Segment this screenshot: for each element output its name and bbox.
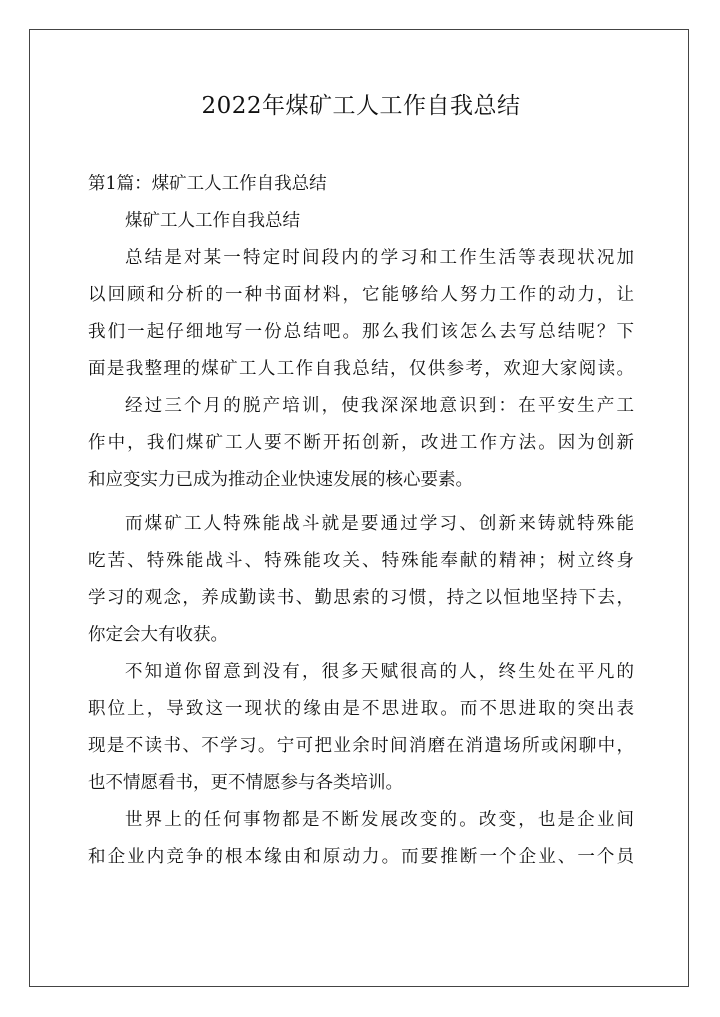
section-heading: 第1篇：煤矿工人工作自我总结: [88, 174, 327, 194]
paragraph-5-line-1: 世界上的任何事物都是不断发展改变的。改变，也是企业间: [125, 810, 634, 830]
paragraph-1-line-2: 以回顾和分析的一种书面材料，它能够给人努力工作的动力，让: [88, 285, 634, 305]
paragraph-1-line-3: 我们一起仔细地写一份总结吧。那么我们该怎么去写总结呢？下: [88, 322, 634, 342]
paragraph-3-line-4: 你定会大有收获。: [88, 625, 228, 645]
paragraph-2-line-2: 作中，我们煤矿工人要不断开拓创新，改进工作方法。因为创新: [88, 433, 634, 453]
paragraph-1-line-4: 面是我整理的煤矿工人工作自我总结，仅供参考，欢迎大家阅读。: [88, 359, 634, 379]
paragraph-4-line-3: 现是不读书、不学习。宁可把业余时间消磨在消遣场所或闲聊中，: [88, 736, 634, 756]
paragraph-1-line-1: 总结是对某一特定时间段内的学习和工作生活等表现状况加: [125, 248, 634, 268]
paragraph-3-line-1: 而煤矿工人特殊能战斗就是要通过学习、创新来铸就特殊能: [125, 514, 634, 534]
section-subtitle: 煤矿工人工作自我总结: [125, 211, 300, 231]
document-title: 2022年煤矿工人工作自我总结: [201, 93, 521, 119]
paragraph-4-line-1: 不知道你留意到没有，很多天赋很高的人，终生处在平凡的: [125, 662, 634, 682]
paragraph-4-line-4: 也不情愿看书，更不情愿参与各类培训。: [88, 773, 403, 793]
paragraph-5-line-2: 和企业内竞争的根本缘由和原动力。而要推断一个企业、一个员: [88, 847, 634, 867]
paragraph-2-line-1: 经过三个月的脱产培训，使我深深地意识到：在平安生产工: [125, 396, 634, 416]
paragraph-3-line-2: 吃苦、特殊能战斗、特殊能攻关、特殊能奉献的精神；树立终身: [88, 551, 634, 571]
paragraph-4-line-2: 职位上，导致这一现状的缘由是不思进取。而不思进取的突出表: [88, 699, 634, 719]
paragraph-2-line-3: 和应变实力已成为推动企业快速发展的核心要素。: [88, 470, 473, 490]
paragraph-3-line-3: 学习的观念，养成勤读书、勤思索的习惯，持之以恒地坚持下去，: [88, 588, 634, 608]
